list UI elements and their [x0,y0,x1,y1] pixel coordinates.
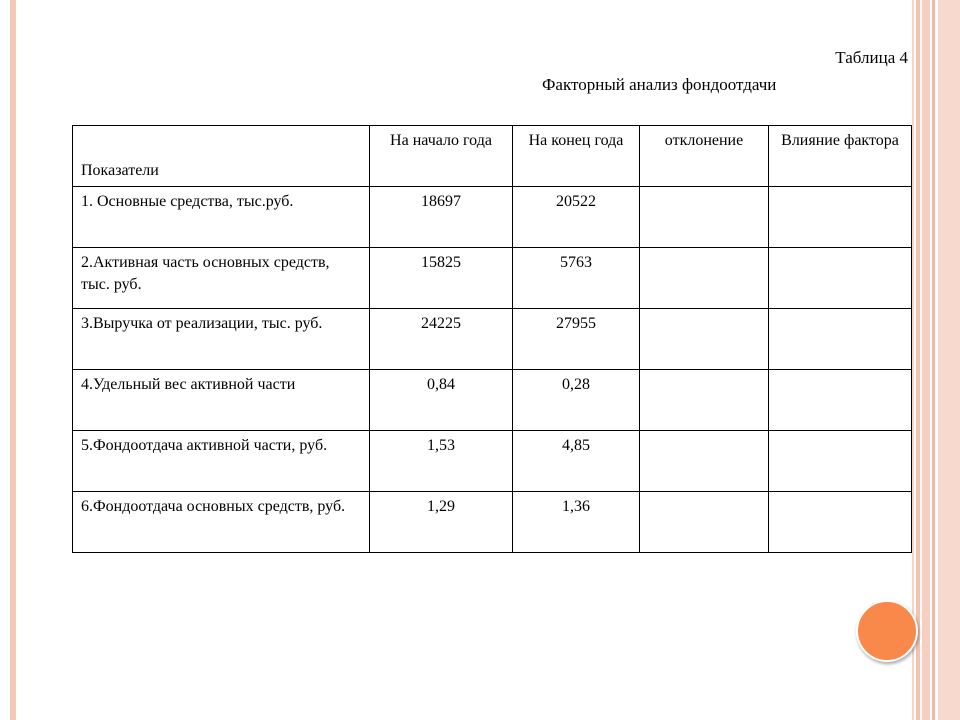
cell-start: 15825 [370,248,513,309]
cell-start: 24225 [370,309,513,370]
table-row [73,248,912,309]
cell-indicator: 4.Удельный вес активной части [73,370,370,431]
cell-start: 1,53 [370,431,513,492]
cell-deviation [640,431,769,492]
slide-frame-right [912,0,960,720]
decorative-orange-circle [856,600,918,662]
cell-end: 1,36 [513,492,640,553]
cell-influence [769,187,912,248]
cell-deviation [640,187,769,248]
table-row [73,492,912,553]
table-row [73,309,912,370]
slide-frame-left [10,0,16,720]
cell-end: 4,85 [513,431,640,492]
header-indicator: Показатели [73,126,370,187]
header-end: На конец года [513,126,640,187]
table-row [73,431,912,492]
header-deviation: отклонение [640,126,769,187]
cell-deviation [640,492,769,553]
cell-influence [769,248,912,309]
cell-indicator: 1. Основные средства, тыс.руб. [73,187,370,248]
cell-end: 5763 [513,248,640,309]
cell-start: 18697 [370,187,513,248]
factor-analysis-table [72,125,912,553]
table-row [73,187,912,248]
cell-influence [769,370,912,431]
table-title: Факторный анализ фондоотдачи [542,75,777,94]
cell-indicator: 5.Фондоотдача активной части, руб. [73,431,370,492]
cell-indicator: 2.Активная часть основных средств, тыс. руб. [73,248,370,309]
cell-deviation [640,248,769,309]
cell-influence [769,309,912,370]
cell-end: 27955 [513,309,640,370]
cell-deviation [640,370,769,431]
cell-end: 20522 [513,187,640,248]
cell-indicator: 6.Фондоотдача основных средств, руб. [73,492,370,553]
cell-end: 0,28 [513,370,640,431]
cell-deviation [640,309,769,370]
cell-indicator: 3.Выручка от реализации, тыс. руб. [73,309,370,370]
table-number: Таблица 4 [835,48,908,67]
header-influence: Влияние фактора [769,126,912,187]
header-start: На начало года [370,126,513,187]
cell-start: 1,29 [370,492,513,553]
table-row [73,370,912,431]
table-header-row [73,126,912,187]
cell-influence [769,492,912,553]
cell-start: 0,84 [370,370,513,431]
cell-influence [769,431,912,492]
